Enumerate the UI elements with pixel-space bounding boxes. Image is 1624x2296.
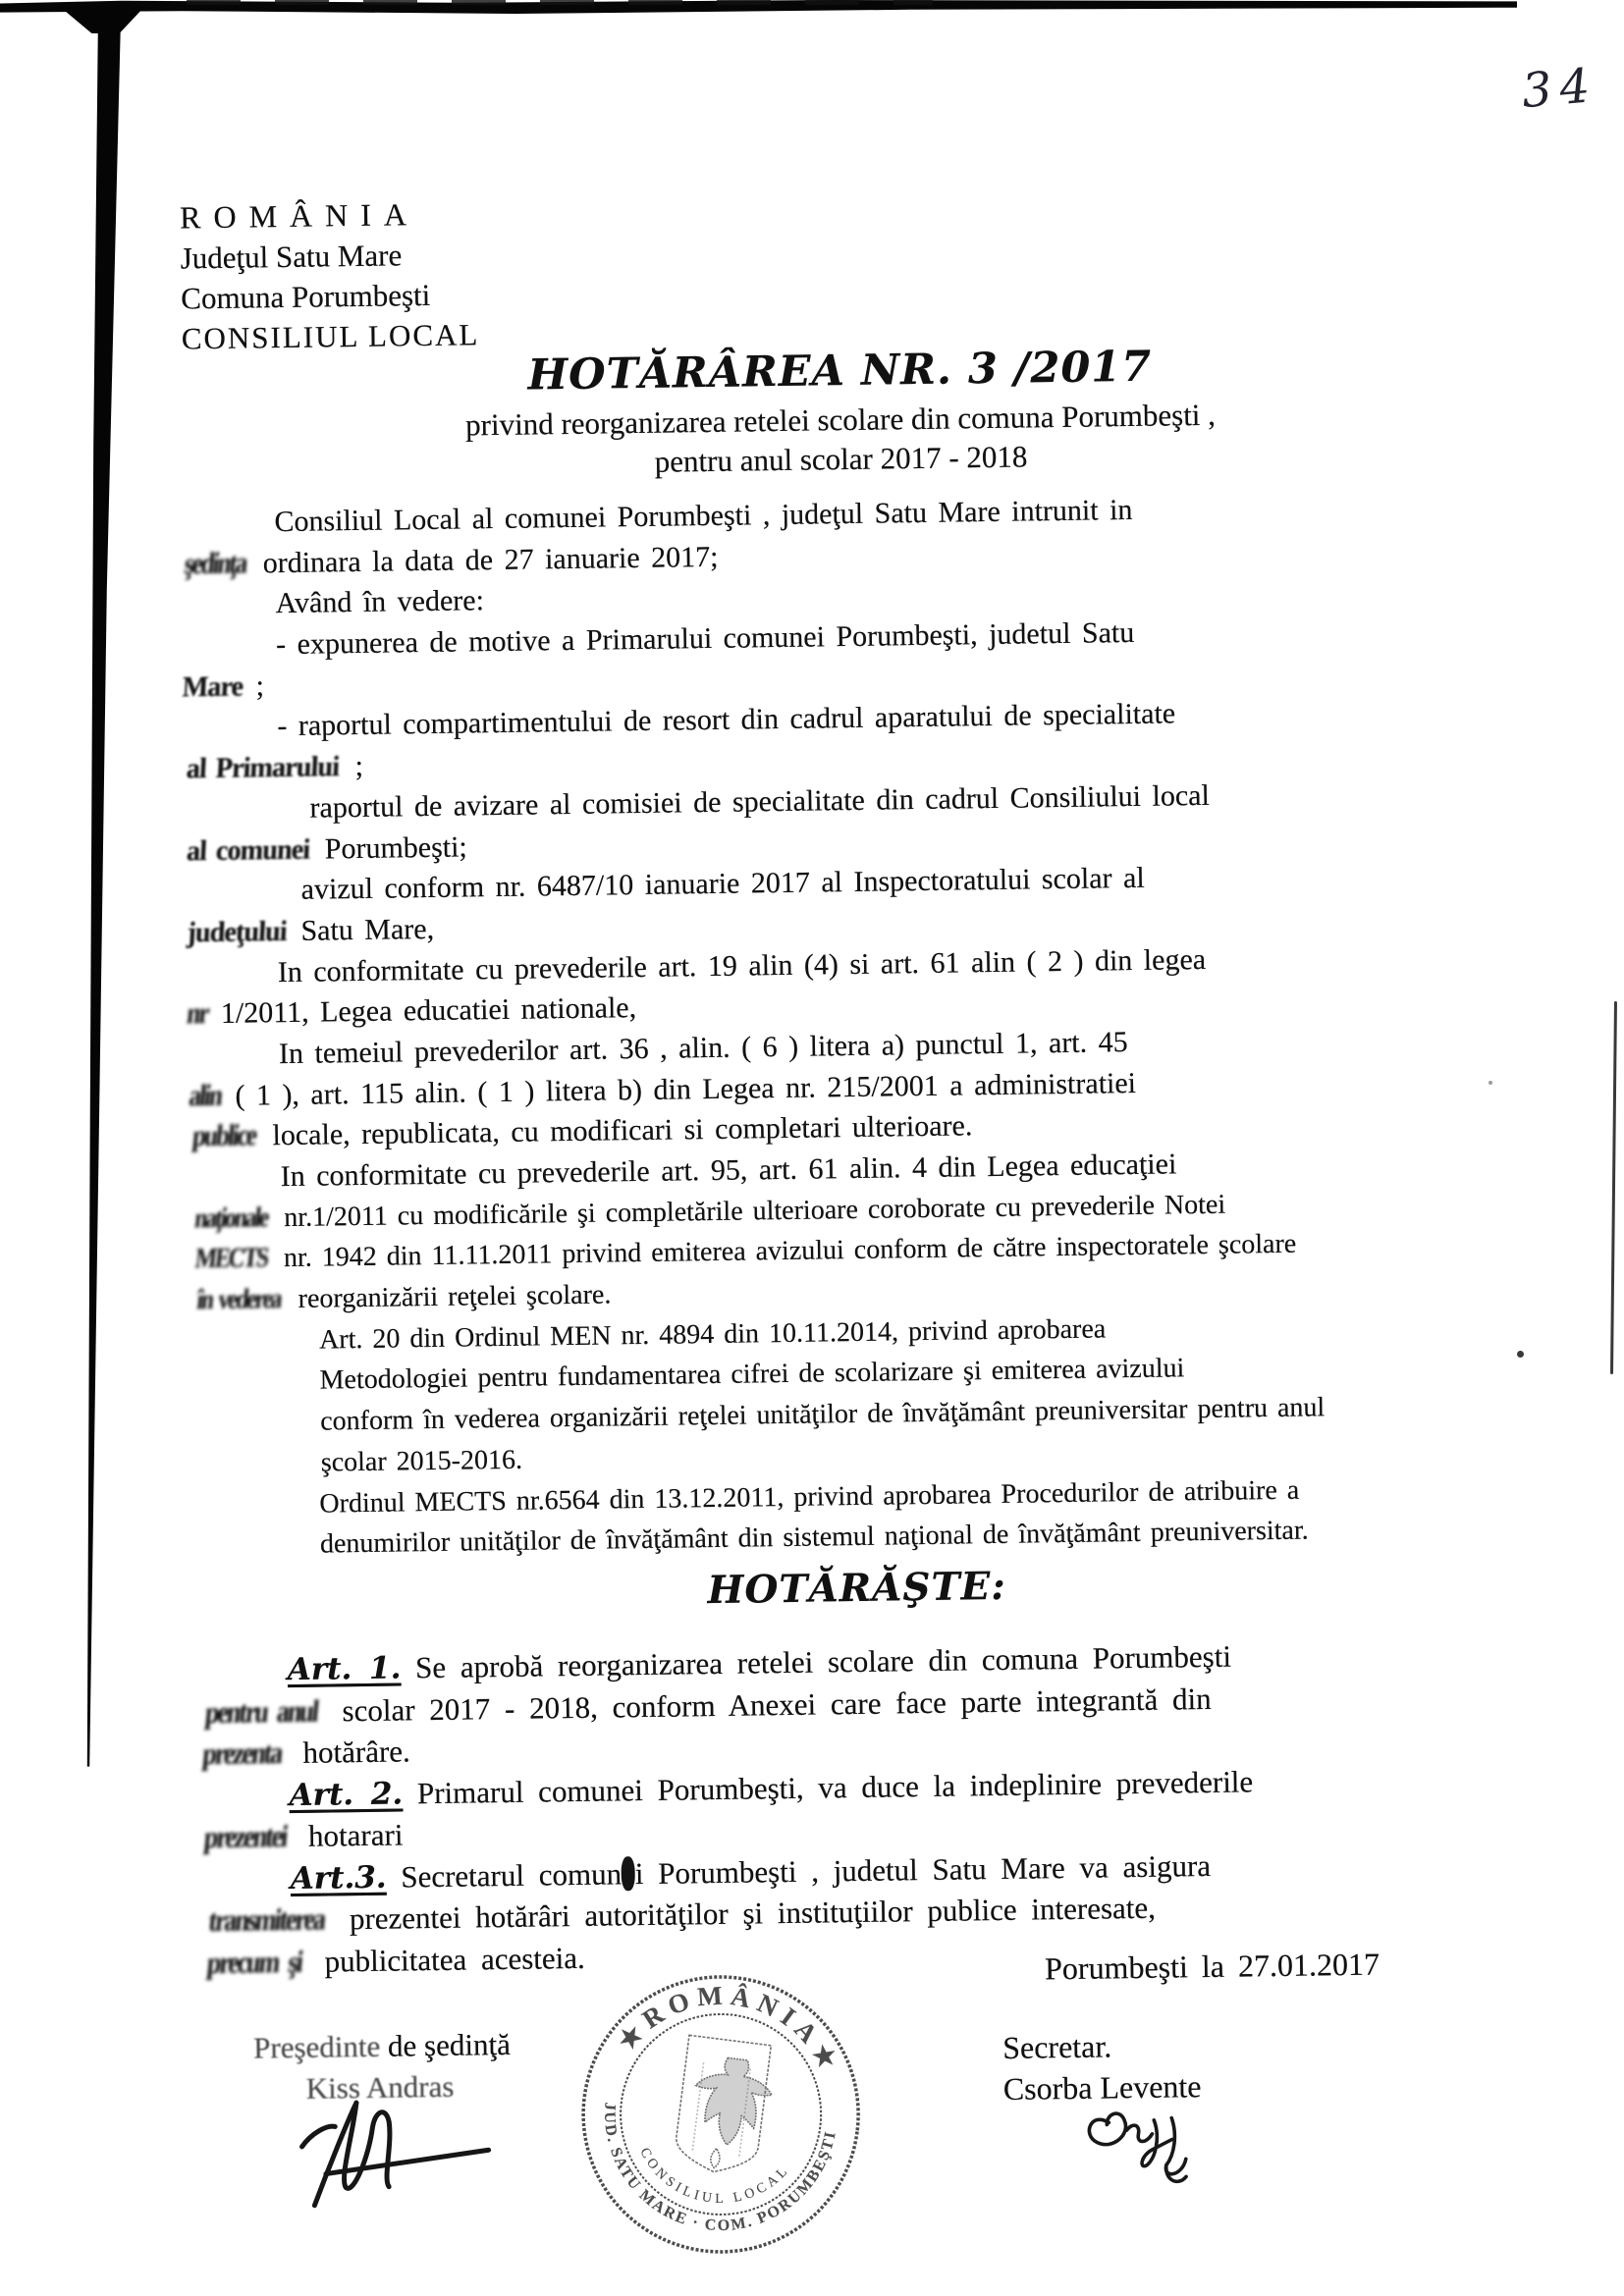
body-line: şcolar 2015-2016.	[320, 1444, 523, 1478]
scan-top-dashes-artifact	[187, 0, 933, 5]
decision-subtitle: privind reorganizarea retelei scolare din comuna Porumbeşti ,	[464, 397, 1217, 443]
decision-subtitle: pentru anul scolar 2017 - 2018	[654, 439, 1028, 479]
body-line: avizul conform nr. 6487/10 ianuarie 2017 al Inspectoratului scolar al	[300, 862, 1145, 906]
body-line: In temeiul prevederilor art. 36 , alin. ( 6 ) litera a) punctul 1, art. 45	[278, 1026, 1128, 1071]
body-line: Consiliul Local al comunei Porumbeşti , judeţul Satu Mare intrunit in	[274, 493, 1133, 539]
secretary-title: Secretar.	[1001, 2028, 1112, 2065]
body-line: - raportul compartimentului de resort din cadrul aparatului de specialitate	[277, 697, 1176, 743]
body-line: denumirilor unităţilor de învăţământ din sistemul naţional de învăţământ preuniversitar.	[319, 1515, 1309, 1560]
body-line: alin ( 1 ), art. 115 alin. ( 1 ) litera b) din Legea nr. 215/2001 a administratiei	[187, 1066, 1137, 1113]
body-line: al comunei Porumbeşti;	[186, 829, 467, 867]
stamp-top-text: ★ROMÂNIA★	[611, 1980, 846, 2080]
articles	[193, 1632, 1526, 1985]
article-line: pentru anul scolar 2017 - 2018, conform Anexei care face parte integrantă din	[203, 1681, 1212, 1730]
decision-heading: HOTĂRĂŞTE:	[707, 1563, 1007, 1614]
body-line: Ordinul MECTS nr.6564 din 13.12.2011, privind aprobarea Procedurilor de atribuire a	[319, 1474, 1300, 1520]
stamp-coat-of-arms	[673, 2035, 778, 2177]
official-stamp	[571, 1965, 870, 2264]
body-line: Mare ;	[181, 669, 265, 704]
body-line: In conformitate cu prevederile art. 95, art. 61 alin. 4 din Legea educaţiei	[280, 1148, 1177, 1194]
article-line: prezenta hotărâre.	[200, 1734, 411, 1772]
body-line: Având în vedere:	[275, 584, 485, 620]
date-line: Porumbeşti la 27.01.2017	[1044, 1946, 1380, 1987]
org-county: Judeţul Satu Mare	[180, 238, 403, 276]
article-line: Art. 2. Primarul comunei Porumbeşti, va duce la indeplinire prevederile	[289, 1763, 1254, 1813]
body-line: judeţului Satu Mare,	[186, 912, 435, 949]
scan-left-bar-artifact	[82, 10, 122, 1821]
president-title: Preşedinte de şedinţă	[252, 2026, 512, 2065]
body-line: nr 1/2011, Legea educatiei nationale,	[185, 991, 637, 1031]
body-line: naţionale nr.1/2011 cu modificările şi completările ulterioare coroborate cu prevederile Notei	[192, 1189, 1226, 1235]
president-name: Kiss Andras	[305, 2068, 455, 2106]
body-line: în vederea reorganizării reţelei şcolare.	[195, 1279, 612, 1316]
body-line: publice locale, republicata, cu modificari si completari ulterioare.	[190, 1109, 973, 1153]
president-signature	[284, 2081, 497, 2216]
org-country: ROMÂNIA	[179, 196, 420, 236]
article-line: prezentei hotarari	[202, 1817, 404, 1855]
letterhead	[180, 193, 480, 358]
article-line: precum şi publicitatea acesteia.	[205, 1940, 586, 1980]
body-line: Metodologiei pentru fundamentarea cifrei de scolarizare şi emiterea avizului	[319, 1353, 1185, 1397]
body-line: - expunerea de motive a Primarului comunei Porumbeşti, judetul Satu	[275, 615, 1135, 662]
body-line: MECTS nr. 1942 din 11.11.2011 privind emiterea avizului conform de către inspectoratele şcolare	[193, 1229, 1297, 1275]
article-line: Art.3. Secretarul comunei Porumbeşti , judetul Satu Mare va asigura	[290, 1847, 1212, 1896]
body-line: al Primarului ;	[186, 750, 364, 785]
org-council: CONSILIUL LOCAL	[181, 317, 480, 356]
scan-right-edge-artifact	[1610, 1001, 1617, 1374]
org-commune: Comuna Porumbeşti	[181, 277, 431, 316]
body-line: Art. 20 din Ordinul MEN nr. 4894 din 10.11.2014, privind aprobarea	[318, 1313, 1107, 1356]
decision-title: HOTĂRÂREA NR. 3 /2017	[527, 342, 1153, 400]
article-line: transmiterea prezentei hotărâri autorităţilor şi instituţiilor publice interesate,	[206, 1890, 1157, 1939]
stamp-bottom-text: JUD. SATU MARE · COM. PORUMBEŞTI	[600, 2102, 839, 2235]
ink-blot: e	[621, 1855, 636, 1891]
body-line: şedinţa ordinara la data de 27 ianuarie 2017;	[183, 540, 719, 581]
article-label: Art. 1.	[287, 1650, 402, 1688]
page-number-handwritten: 34	[1519, 57, 1600, 120]
body-line: raportul de avizare al comisiei de specialitate din cadrul Consiliului local	[309, 778, 1211, 825]
stamp-council-text: CONSILIUL LOCAL	[636, 2145, 793, 2208]
document-content	[174, 178, 1530, 2277]
ink-speck	[1517, 1351, 1524, 1358]
preamble	[178, 485, 1520, 1568]
article-label: Art.3.	[290, 1859, 387, 1896]
secretary-name: Csorba Levente	[1002, 2068, 1202, 2107]
secretary-signature	[1069, 2084, 1243, 2199]
article-label: Art. 2.	[289, 1775, 404, 1813]
body-line: conform în vederea organizării reţelei unităţilor de învăţământ preuniversitar pentru anul	[320, 1392, 1326, 1437]
article-line: Art. 1. Se aprobă reorganizarea retelei scolare din comuna Porumbeşti	[287, 1638, 1232, 1688]
body-line: In conformitate cu prevederile art. 19 alin (4) si art. 61 alin ( 2 ) din legea	[277, 942, 1207, 988]
